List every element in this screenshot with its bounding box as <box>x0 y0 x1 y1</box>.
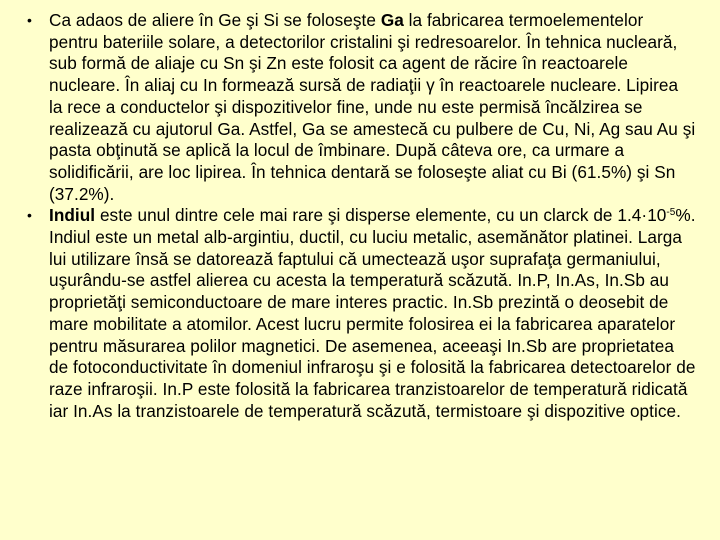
bullet-marker: • <box>27 207 32 224</box>
bullet-item-indium <box>22 205 696 422</box>
bullet-list <box>22 10 696 422</box>
bullet-text-rest: la fabricarea termoelementelor pentru bateriile solare, a detectorilor cristalini şi redresoarelor. În tehnica nucleară, sub formă de aliaje cu Sn şi Zn este folosit ca agent de răcire în reactoarele nucleare. În aliaj cu In formează sursă de radiaţii γ în reactoarele nucleare. Lipirea la rece a conductelor şi dispozitivelor fine, unde nu este permisă încălzirea se realizează cu ajutorul Ga. Astfel, Ga se amestecă cu pulbere de Cu, Ni, Ag sau Au şi pasta obţinută se aplică la locul de îmbinare. După câteva ore, ca urmare a solidificării, are loc lipirea. În tehnica dentară se foloseşte aliat cu Bi (61.5%) şi Sn (37.2%). <box>49 10 696 204</box>
bullet-bold-term: Indiul <box>49 205 96 226</box>
bullet-text-start: este unul dintre cele mai rare şi disperse elemente, cu un clarck de 1.4·10 <box>95 205 667 226</box>
exponent: -5 <box>666 207 676 219</box>
bullet-text-start: Ca adaos de aliere în Ge şi Si se foloseşte <box>49 10 381 30</box>
bullet-item-gallium <box>22 10 696 205</box>
bullet-bold-term: Ga <box>380 10 404 30</box>
bullet-marker: • <box>27 12 32 28</box>
bullet-text-rest: %. Indiul este un metal alb-argintiu, ductil, cu luciu metalic, asemănător platinei. Larga lui utilizare însă se datorează faptului că umectează uşor suprafaţa germaniului, uşurându-se astfel alierea cu acesta la temperatură scăzută. In.P, In.As, In.Sb au proprietăţi semiconductoare de mare interes practic. In.Sb prezintă o deosebit de mare mobilitate a atomilor. Acest lucru permite folosirea ei la fabricarea aparatelor pentru măsurarea polilor magnetici. De asemenea, aceeaşi In.Sb are proprietatea de fotoconductivitate în domeniul infraroşu şi e folosită la fabricarea detectoarelor de raze infraroşii. In.P este folosită la fabricarea tranzistoarelor de temperatură ridicată iar In.As la tranzistoarele de temperatură scăzută, termistoare şi dispozitive optice. <box>49 205 696 421</box>
